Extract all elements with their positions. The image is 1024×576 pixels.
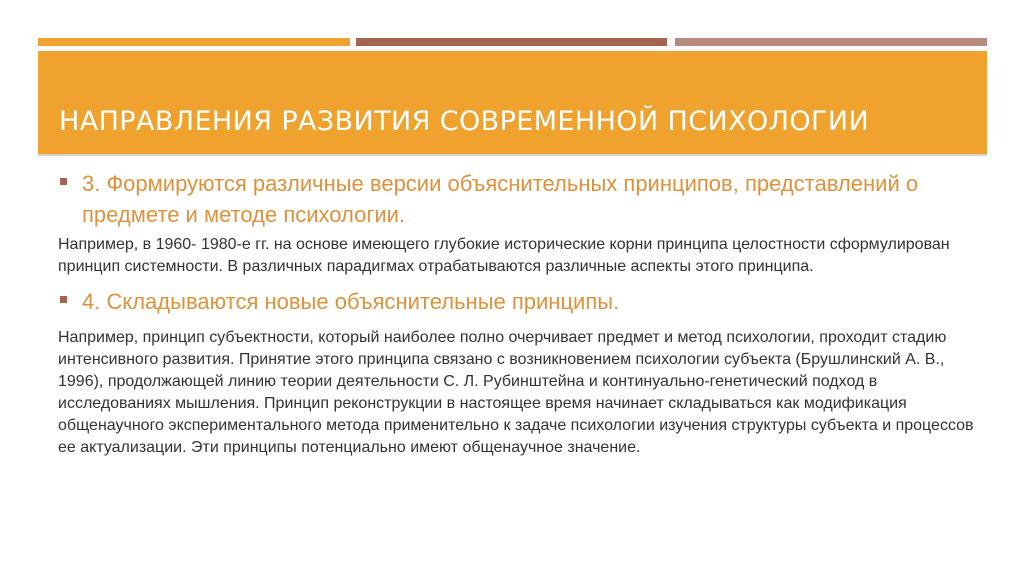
decorative-top-bars — [38, 38, 987, 46]
paragraph-2: Например, принцип субъектности, который наиболее полно очерчивает предмет и метод психологии, проходит стадию интенсивного развития. Принятие этого принципа связано с возникновением психологии субъекта (Брушлинский А. В., 1996), продолжающей линию теории деятельности С. Л. Рубинштейна и континуально-генетический подход в исследованиях мышления. Принцип реконструкции в настоящее время начинает складываться как модификация общенаучного экспериментального метода применительно к задаче психологии изучения структуры субъекта и процессов ее актуализации. Эти принципы потенциально имеют общенаучное значение. — [58, 329, 974, 456]
paragraph-1: Например, в 1960- 1980-е гг. на основе имеющего глубокие исторические корни принципа целостности сформулирован принцип системности. В различных парадигмах отрабатываются различные аспекты этого принципа. — [58, 236, 950, 275]
slide-content — [58, 168, 978, 459]
square-bullet-icon — [60, 178, 67, 185]
bullet-text-2: 4. Складываются новые объяснительные принципы. — [82, 289, 620, 314]
top-bar-taupe — [675, 38, 987, 46]
bullet-item-2 — [58, 286, 978, 317]
square-bullet-icon — [60, 296, 67, 303]
title-underline — [38, 154, 987, 156]
slide-title: НАПРАВЛЕНИЯ РАЗВИТИЯ СОВРЕМЕННОЙ ПСИХОЛОГИИ — [59, 106, 870, 137]
bullet-item-1 — [58, 168, 978, 230]
title-band — [38, 51, 987, 154]
top-bar-brown — [356, 38, 667, 46]
top-bar-orange — [38, 38, 350, 46]
bullet-text-1: 3. Формируются различные версии объяснительных принципов, представлений о предмете и методе психологии. — [82, 171, 919, 227]
